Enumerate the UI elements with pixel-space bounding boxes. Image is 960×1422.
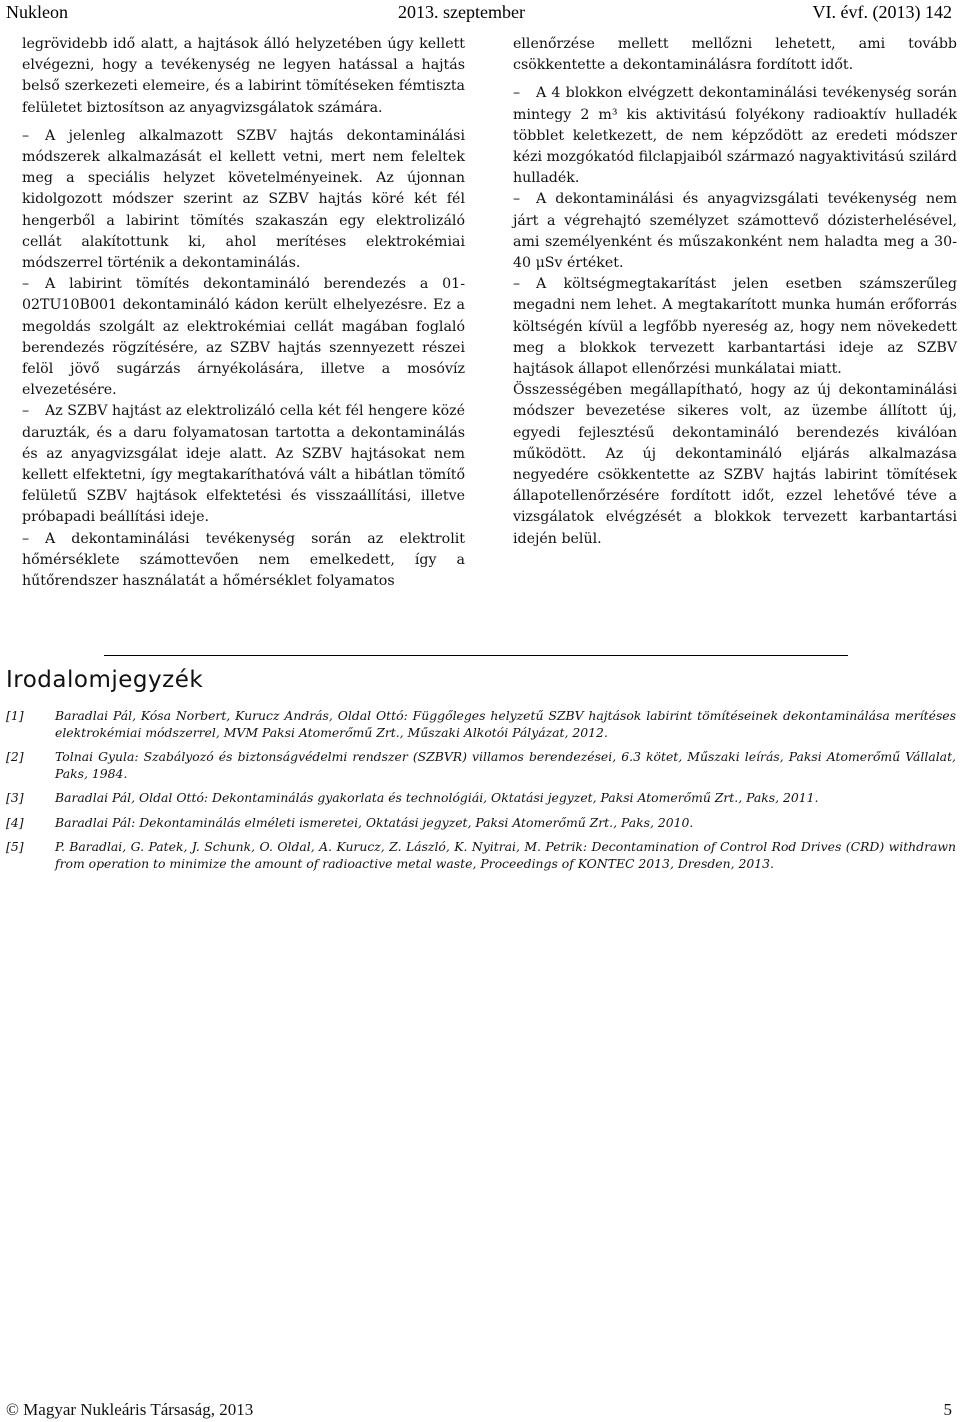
dash-bullet: – — [22, 403, 30, 420]
list-item-text: A jelenleg alkalmazott SZBV hajtás dekontaminálási módszerek alkalmazását el kellett vetni, mert nem feleltek meg a speciális helyzet követelményeinek. Az újonnan kidolgozott módszer szerint az SZBV hajtás köré két fél hengerből a labirint tömítés szakaszán egy elektrolizáló cellát alakítottunk ki, ahol merítéses elektrokémiai módszerrel történik a dekontaminálás. — [22, 127, 465, 272]
reference-number: [1] — [6, 708, 24, 723]
page-footer — [0, 1398, 960, 1422]
volume-info: VI. évf. (2013) 142 — [812, 2, 952, 22]
reference-number: [5] — [6, 839, 24, 854]
list-item — [22, 274, 465, 401]
reference-item — [6, 708, 956, 741]
section-divider — [104, 655, 848, 656]
reference-text: P. Baradlai, G. Patek, J. Schunk, O. Oldal, A. Kurucz, Z. László, K. Nyitrai, M. Petrik: Decontamination of Control Rod Drives (CRD) withdrawn from operation to minimize the amount of radioactive metal waste, Proceedings of KONTEC 2013, Dresden, 2013. — [55, 839, 956, 871]
dash-bullet: – — [22, 530, 30, 547]
page-number: 5 — [943, 1400, 952, 1419]
page-header — [0, 0, 960, 24]
reference-item — [6, 749, 956, 782]
list-item-text: A labirint tömítés dekontamináló berendezés a 01-02TU10B001 dekontamináló kádon került elhelyezésre. Ez a megoldás szolgált az elektrokémiai cellát magában foglaló berendezés rögzítésére, az SZBV hajtás szennyezett részei felöl jövő sugárzás árnyékolására, illetve a mosóvíz elvezetésére. — [22, 276, 465, 399]
left-column — [22, 34, 465, 592]
list-item — [513, 189, 957, 274]
list-item-text: A dekontaminálási tevékenység során az elektrolit hőmérséklete számottevően nem emelkedett, így a hűtőrendszer használatát a hőmérséklet folyamatos — [22, 530, 465, 590]
journal-name: Nukleon — [6, 2, 68, 22]
reference-text: Baradlai Pál: Dekontaminálás elméleti ismeretei, Oktatási jegyzet, Paksi Atomerőmű Zrt., Paks, 2010. — [55, 814, 694, 830]
reference-text: Baradlai Pál, Kósa Norbert, Kurucz András, Oldal Ottó: Függőleges helyzetű SZBV hajtások labirint tömítéseinek dekontaminálása merítéses elektrokémiai módszerrel, MVM Paksi Atomerőmű Zrt., Műszaki Alkotói Pályázat, 2012. — [55, 708, 956, 740]
conclusion-paragraph: Összességében megállapítható, hogy az új dekontaminálási módszer bevezetése sikeres volt, az üzembe állított új, egyedi fejlesztésű dekontamináló berendezés kiválóan működött. Az új dekontamináló eljárás alkalmazása negyedére csökkentette az SZBV hajtás labirint tömítések állapotellenőrzésére fordított időt, ezzel lehetővé téve a vizsgálatok elvégzését a blokkok tervezett karbantartási idején belül. — [513, 382, 957, 547]
list-item-text: Az SZBV hajtást az elektrolizáló cella két fél hengere közé daruzták, és a daru folyamatosan tartotta a dekontaminálás és az anyagvizsgálat ideje alatt. Az SZBV hajtásokat nem kellett elfektetni, így megtakaríthatóvá vált a hibátlan tömítő felületű SZBV hajtások elfektetési és visszaállítási, illetve próbapadi beállítási ideje. — [22, 403, 465, 526]
dash-bullet: – — [513, 276, 521, 293]
reference-number: [3] — [6, 790, 24, 805]
reference-number: [2] — [6, 749, 24, 764]
issue-date: 2013. szeptember — [398, 2, 525, 22]
reference-text: Baradlai Pál, Oldal Ottó: Dekontaminálás gyakorlata és technológiái, Oktatási jegyzet, Paksi Atomerőmű Zrt., Paks, 2011. — [55, 790, 819, 805]
dash-bullet: – — [513, 191, 521, 208]
list-item — [22, 401, 465, 528]
list-item — [22, 126, 465, 274]
reference-item — [6, 839, 956, 872]
dash-bullet: – — [22, 127, 30, 144]
dash-bullet: – — [513, 85, 521, 102]
references-heading: Irodalomjegyzék — [6, 667, 204, 693]
list-item — [513, 274, 957, 380]
reference-text: Tolnai Gyula: Szabályozó és biztonságvédelmi rendszer (SZBVR) villamos berendezései, 6.3 kötet, Műszaki leírás, Paksi Atomerőmű Vállalat, Paks, 1984. — [55, 749, 956, 781]
list-item-text: A dekontaminálási és anyagvizsgálati tevékenység nem járt a végrehajtó személyzet számottevő dózisterhelésével, ami személyenként és műszakonként nem haladta meg a 30-40 μSv értéket. — [513, 191, 957, 272]
reference-list — [6, 708, 956, 880]
list-item-text: A 4 blokkon elvégzett dekontaminálási tevékenység során mintegy 2 m³ kis aktivitású folyékony radioaktív hulladék többlet keletkezett, de nem képződött az eredeti módszer kézi mozgókatód filclapjaiból származó nagyaktivitású szilárd hulladék. — [513, 85, 957, 187]
continuation-paragraph: ellenőrzése mellett mellőzni lehetett, ami tovább csökkentette a dekontaminálásra fordított időt. — [513, 36, 957, 74]
reference-item — [6, 790, 956, 807]
list-item — [22, 529, 465, 593]
reference-item — [6, 815, 956, 832]
right-column — [513, 34, 957, 557]
intro-paragraph: legrövidebb idő alatt, a hajtások álló helyzetében úgy kellett elvégezni, hogy a tevékenység ne legyen hatással a hajtás belső szerkezeti elemeire, és a labirint tömítéseken fémtiszta felületet biztosítson az anyagvizsgálatok számára. — [22, 36, 465, 116]
copyright-notice: © Magyar Nukleáris Társaság, 2013 — [6, 1400, 254, 1419]
dash-bullet: – — [22, 276, 30, 293]
list-item-text: A költségmegtakarítást jelen esetben számszerűleg megadni nem lehet. A megtakarított munka humán erőforrás költségén kívül a legfőbb nyereség az, hogy nem növekedett meg a blokkok tervezett karbantartási ideje az SZBV hajtások állapot ellenőrzési munkálatai miatt. — [513, 276, 957, 378]
list-item — [513, 83, 957, 189]
reference-number: [4] — [6, 814, 24, 830]
